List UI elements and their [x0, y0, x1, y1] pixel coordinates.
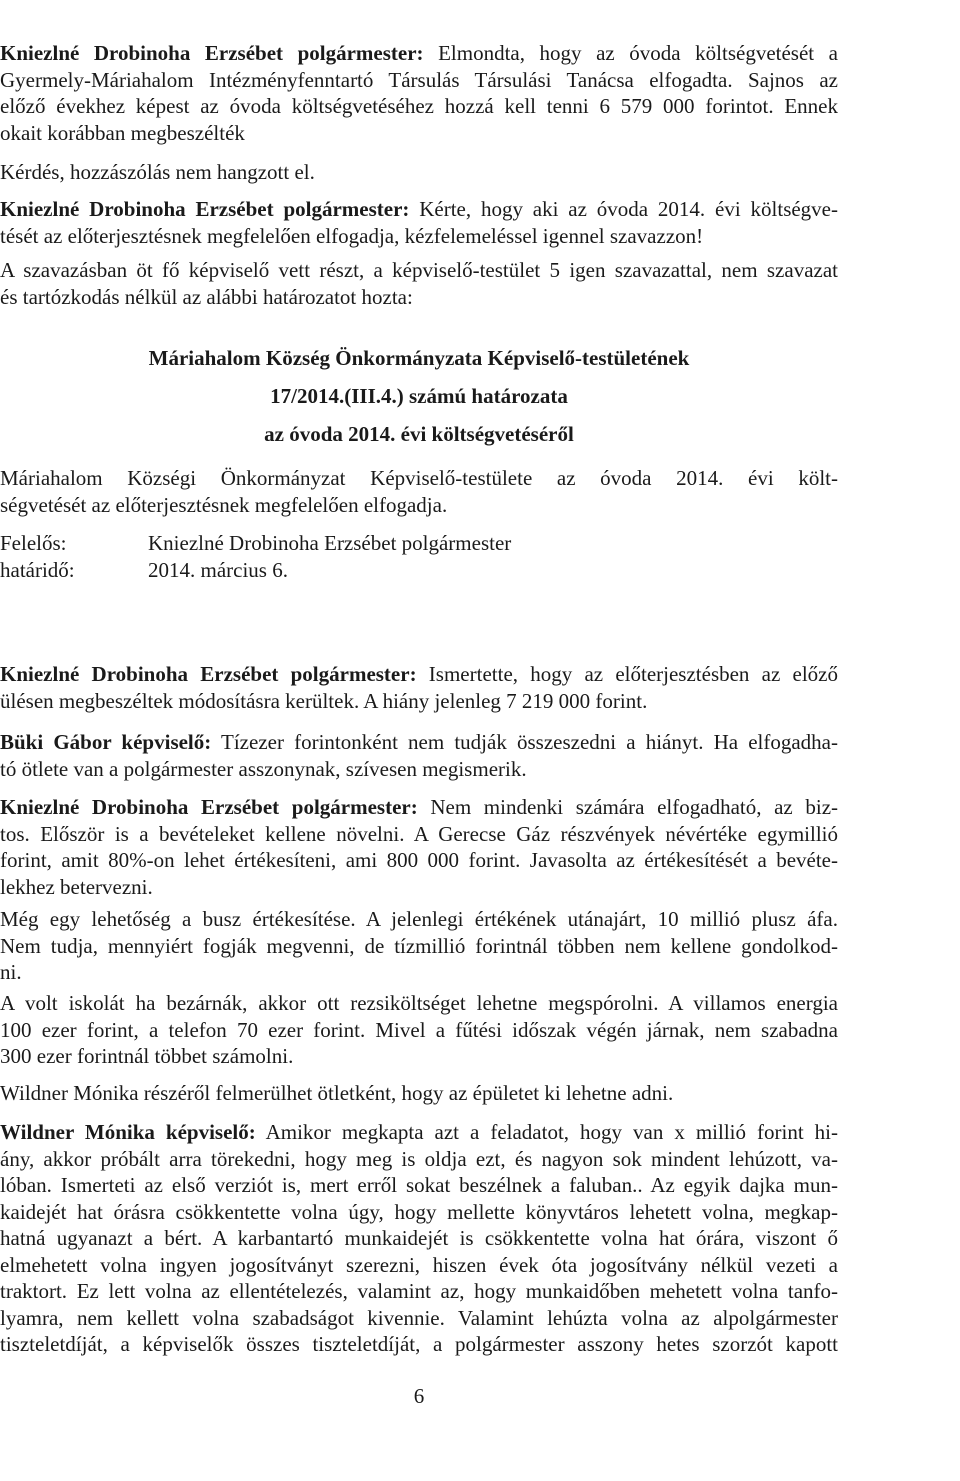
- paragraph-text: Gyermely-Máriahalom Intézményfenntartó Társulás Társulási Tanácsa elfogadta. Sajnos az: [0, 67, 838, 92]
- paragraph-text: Tízezer forintonként nem tudják összeszedni a hiányt. Ha elfogadha-: [211, 730, 838, 754]
- resolution-subject: az óvoda 2014. évi költségvetéséről: [264, 422, 574, 446]
- speaker-name: Kniezlné Drobinoha Erzsébet polgármester:: [0, 41, 424, 65]
- paragraph-text: tiszteletdíját, a képviselők összes tiszteletdíját, a polgármester asszony hetes szorzót kapott: [0, 1332, 838, 1356]
- paragraph-mayor-budget: [0, 40, 838, 146]
- paragraph-text: Nem tudja, mennyiért fogják megvenni, de tízmillió forintnál többen nem kellene gondolkod-: [0, 933, 838, 958]
- paragraph-text: traktort. Ez lett volna az ellentételezés, valamint az, hogy munkaidőben mehetett volna tanfo-: [0, 1279, 838, 1303]
- paragraph-text: elmehetett volna ingyen jogosítványt szerezni, hiszen évek óta jogosítvány nélkül vezeti a: [0, 1252, 838, 1277]
- paragraph-no-questions: [0, 159, 838, 186]
- paragraph-text: és tartózkodás nélkül az alábbi határozatot hozta:: [0, 284, 413, 309]
- paragraph-text: 300 ezer forintnál többet számolni.: [0, 1044, 294, 1068]
- paragraph-buki: [0, 729, 838, 782]
- paragraph-text: Amikor megkapta azt a feladatot, hogy van x millió forint hi-: [255, 1120, 838, 1144]
- speaker-name: Büki Gábor képviselő:: [0, 730, 212, 754]
- paragraph-text: Wildner Mónika részéről felmerülhet ötletként, hogy az épületet ki lehetne adni.: [0, 1081, 674, 1105]
- paragraph-text: 100 ezer forint, a telefon 70 ezer forint. Mivel a fűtési időszak végén járnak, nem szabadna: [0, 1017, 838, 1042]
- paragraph-resolution-text: [0, 465, 838, 518]
- speaker-name: Kniezlné Drobinoha Erzsébet polgármester:: [0, 197, 410, 221]
- speaker-name: Wildner Mónika képviselő:: [0, 1120, 256, 1144]
- paragraph-wildner: [0, 1119, 838, 1358]
- paragraph-text: tését az előterjesztésnek megfelelően elfogadja, kézfelemeléssel igennel szavazzon!: [0, 223, 704, 248]
- paragraph-wildner-idea: [0, 1080, 838, 1107]
- speaker-name: Kniezlné Drobinoha Erzsébet polgármester:: [0, 795, 418, 819]
- paragraph-vote-result: [0, 257, 838, 310]
- paragraph-text: forint, amit 80%-on lehet értékesíteni, ami 800 000 forint. Javasolta az értékesítését a bevéte-: [0, 848, 838, 872]
- responsible-value: Kniezlné Drobinoha Erzsébet polgármester: [148, 531, 512, 555]
- responsible-row: [0, 530, 511, 557]
- deadline-label: határidő:: [0, 558, 75, 582]
- deadline-value: 2014. március 6.: [148, 558, 288, 582]
- paragraph-text: Még egy lehetőség a busz értékesítése. A jelenlegi értékének utánajárt, 10 millió plusz áfa.: [0, 907, 838, 931]
- paragraph-bus-sale: [0, 906, 838, 986]
- paragraph-text: ány, akkor próbált arra törekedni, hogy meg is oldja ezt, és nagyon sok mindent lehúzott, va-: [0, 1146, 838, 1171]
- paragraph-school-costs: [0, 990, 838, 1070]
- paragraph-text: okait korábban megbeszélték: [0, 120, 245, 145]
- paragraph-text: Nem mindenki számára elfogadható, az biz-: [417, 795, 839, 819]
- paragraph-text: A szavazásban öt fő képviselő vett részt, a képviselő-testület 5 igen szavazattal, nem szavazat: [0, 258, 838, 282]
- paragraph-text: Ismertette, hogy az előterjesztésben az előző: [416, 662, 839, 686]
- paragraph-text: lekhez betervezni.: [0, 874, 153, 899]
- paragraph-text: kaidejét hat órásra csökkentette volna úgy, hogy mellette könyvtáros lehetett volna, megkap-: [0, 1199, 838, 1224]
- paragraph-text: Kérte, hogy aki az óvoda 2014. évi költségve-: [409, 197, 838, 221]
- paragraph-text: Kérdés, hozzászólás nem hangzott el.: [0, 160, 315, 184]
- paragraph-text: lóban. Ismerteti az első verziót is, mert erről sokat beszélnek a faluban.. Az egyik dajka mun-: [0, 1173, 838, 1197]
- responsible-label: Felelős:: [0, 531, 67, 555]
- page-number: 6: [413, 1384, 425, 1408]
- paragraph-text: Elmondta, hogy az óvoda költségvetését a: [423, 41, 838, 65]
- deadline-row: [0, 557, 288, 584]
- paragraph-mayor-deficit: [0, 661, 838, 714]
- paragraph-text: A volt iskolát ha bezárnák, akkor ott rezsiköltséget lehetne megspórolni. A villamos energia: [0, 991, 838, 1015]
- resolution-body: Máriahalom Község Önkormányzata Képviselő-testületének: [148, 346, 690, 370]
- paragraph-text: előző évekhez képest az óvoda költségvetéséhez hozzá kell tenni 6 579 000 forintot. Ennek: [0, 94, 838, 118]
- paragraph-mayor-vote-call: [0, 196, 838, 249]
- resolution-number: 17/2014.(III.4.) számú határozata: [270, 384, 568, 408]
- paragraph-text: Máriahalom Községi Önkormányzat Képviselő-testülete az óvoda 2014. évi költ-: [0, 466, 838, 490]
- paragraph-text: lyamra, nem kellett volna szabadságot kivennie. Valamint lehúzta volna az alpolgármester: [0, 1305, 838, 1330]
- paragraph-text: hatná ugyanazt a bért. A karbantartó munkaidejét is csökkentette volna hat órára, viszont ő: [0, 1226, 838, 1250]
- paragraph-text: tos. Először is a bevételeket kellene növelni. A Gerecse Gáz részvények névértéke egymillió: [0, 821, 838, 846]
- paragraph-text: ni.: [0, 960, 22, 984]
- paragraph-text: tó ötlete van a polgármester asszonynak, szívesen megismerik.: [0, 756, 527, 781]
- speaker-name: Kniezlné Drobinoha Erzsébet polgármester:: [0, 662, 417, 686]
- paragraph-text: ülésen megbeszéltek módosításra kerültek. A hiány jelenleg 7 219 000 forint.: [0, 688, 648, 713]
- paragraph-mayor-revenue: [0, 794, 838, 900]
- paragraph-text: ségvetését az előterjesztésnek megfelelően elfogadja.: [0, 492, 448, 517]
